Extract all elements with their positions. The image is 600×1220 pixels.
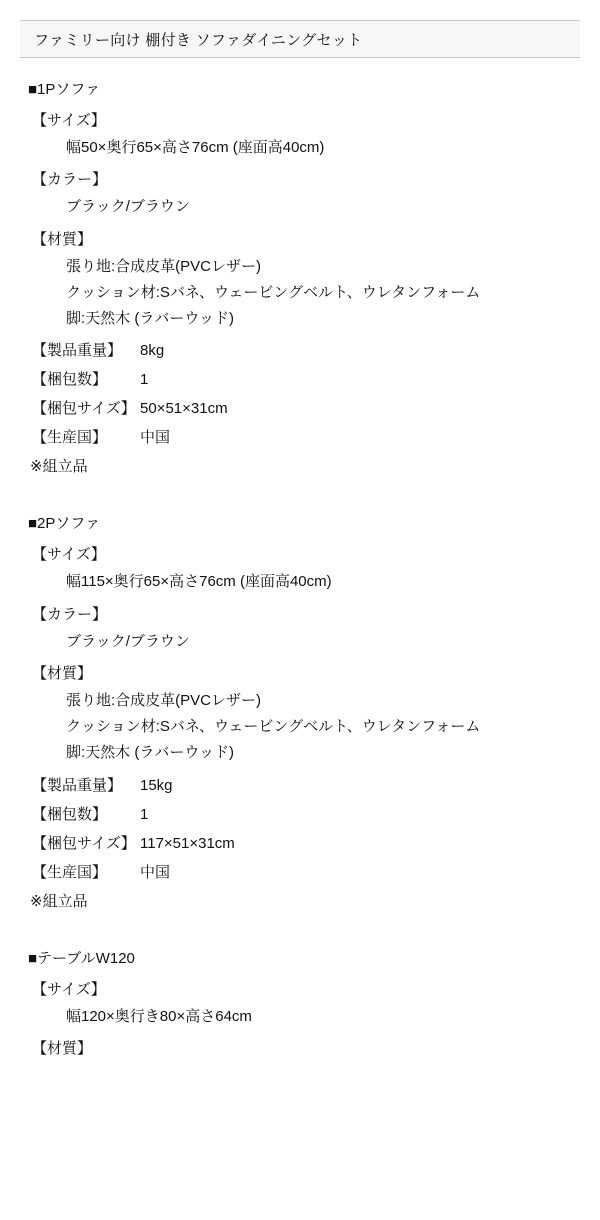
- material-value: 張り地:合成皮革(PVCレザー): [66, 257, 262, 275]
- package-size-row: [32, 832, 580, 853]
- origin-label: 【生産国】: [32, 863, 108, 881]
- origin-row: [32, 426, 580, 447]
- spec-title-bar: [20, 20, 580, 58]
- package-count-label: 【梱包数】: [32, 805, 108, 823]
- section-divider: [20, 480, 580, 506]
- material-label: 【材質】: [32, 230, 93, 248]
- package-size-value: 50×51×31cm: [140, 400, 228, 418]
- color-value: ブラック/ブラウン: [66, 198, 190, 216]
- package-size-label: 【梱包サイズ】: [32, 400, 136, 418]
- package-count-row: [32, 803, 580, 824]
- package-count-value: 1: [140, 371, 149, 389]
- origin-row: [32, 861, 580, 882]
- material-label: 【材質】: [32, 664, 93, 682]
- weight-row: [32, 339, 580, 360]
- material-value: 張り地:合成皮革(PVCレザー): [66, 691, 262, 709]
- material-value: 脚:天然木 (ラバーウッド): [66, 744, 235, 762]
- assembly-note: ※組立品: [30, 458, 88, 476]
- material-label: 【材質】: [32, 1039, 93, 1057]
- assembly-note: ※組立品: [30, 892, 88, 910]
- weight-row: [32, 774, 580, 795]
- package-size-label: 【梱包サイズ】: [32, 834, 136, 852]
- package-count-label: 【梱包数】: [32, 371, 108, 389]
- material-value: 脚:天然木 (ラバーウッド): [66, 310, 235, 327]
- page-title: ファミリー向け 棚付き ソファダイニングセット: [34, 31, 363, 49]
- size-label: 【サイズ】: [32, 112, 106, 129]
- weight-value: 8kg: [140, 342, 165, 360]
- material-value: クッション材:Sバネ、ウェービングベルト、ウレタンフォーム: [66, 283, 481, 301]
- spec-section-2p-sofa: [20, 512, 580, 910]
- spec-section-table-w120: [20, 947, 580, 1058]
- size-label: 【サイズ】: [32, 980, 106, 998]
- product-spec-sheet: [0, 20, 600, 1058]
- package-count-value: 1: [140, 805, 149, 823]
- section-heading: ■テーブルW120: [28, 949, 135, 967]
- origin-value: 中国: [140, 863, 171, 881]
- weight-value: 15kg: [140, 776, 173, 794]
- color-label: 【カラー】: [32, 171, 108, 189]
- section-heading: ■2Pソファ: [28, 515, 101, 533]
- spec-section-1p-sofa: [20, 78, 580, 476]
- weight-label: 【製品重量】: [32, 776, 123, 794]
- size-value: 幅120×奥行き80×高さ64cm: [66, 1007, 252, 1025]
- spec-body: [0, 58, 600, 1058]
- color-value: ブラック/ブラウン: [66, 632, 190, 650]
- section-divider: [20, 915, 580, 941]
- size-value: 幅50×奥行65×高さ76cm (座面高40cm): [66, 139, 325, 156]
- package-size-value: 117×51×31cm: [140, 834, 235, 852]
- package-size-row: [32, 397, 580, 418]
- origin-label: 【生産国】: [32, 429, 108, 447]
- weight-label: 【製品重量】: [32, 342, 123, 360]
- origin-value: 中国: [140, 429, 171, 447]
- material-value: クッション材:Sバネ、ウェービングベルト、ウレタンフォーム: [66, 718, 481, 735]
- package-count-row: [32, 368, 580, 389]
- section-heading: ■1Pソファ: [28, 81, 101, 98]
- size-value: 幅115×奥行65×高さ76cm (座面高40cm): [66, 573, 332, 591]
- size-label: 【サイズ】: [32, 546, 106, 564]
- color-label: 【カラー】: [32, 605, 108, 623]
